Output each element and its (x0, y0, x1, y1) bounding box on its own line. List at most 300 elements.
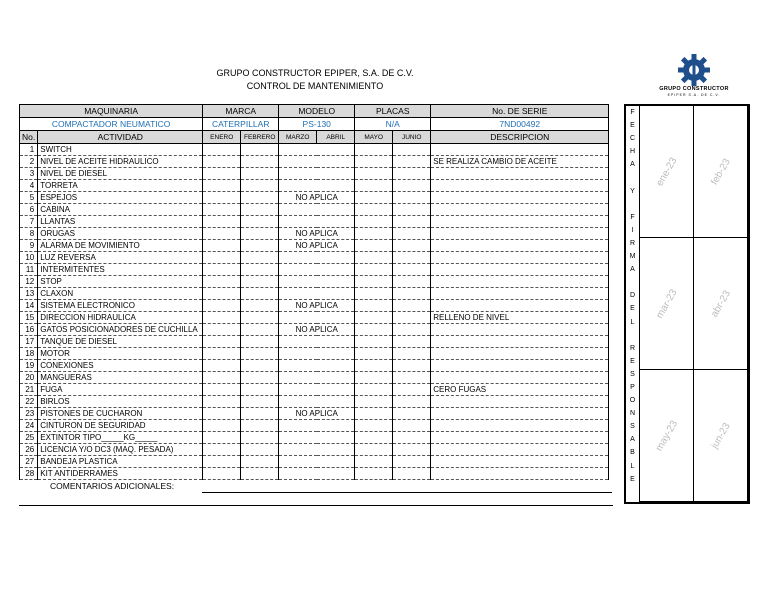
vertical-letter: A (630, 436, 635, 444)
vertical-letter: M (629, 253, 636, 261)
row-status (279, 396, 355, 408)
month-cell-mayo (355, 276, 393, 288)
vertical-letter: S (630, 423, 635, 431)
row-number: 1 (20, 144, 38, 156)
row-number: 13 (20, 288, 38, 300)
vertical-letter (626, 276, 639, 289)
month-cell-febrero (241, 192, 279, 204)
vertical-letter (626, 329, 639, 342)
row-status (279, 288, 355, 300)
row-actividad: TORRETA (38, 180, 203, 192)
month-cell-mayo (355, 156, 393, 168)
row-descripcion (431, 324, 609, 336)
row-number: 4 (20, 180, 38, 192)
row-actividad: DIRECCION HIDRAULICA (38, 312, 203, 324)
row-actividad: CABINA (38, 204, 203, 216)
table-row (20, 288, 609, 300)
row-number: 8 (20, 228, 38, 240)
month-cell-junio (393, 288, 431, 300)
vertical-letter: E (630, 475, 635, 483)
signature-cell[interactable] (694, 106, 748, 238)
row-number: 26 (20, 444, 38, 456)
row-number: 3 (20, 168, 38, 180)
signature-cell[interactable] (640, 370, 694, 502)
form-subtitle: CONTROL DE MANTENIMIENTO (246, 81, 384, 91)
signature-month-label: feb-23 (708, 156, 733, 187)
value-placas: N/A (355, 118, 431, 131)
table-row (20, 384, 609, 396)
month-cell-febrero (241, 468, 279, 480)
row-number: 5 (20, 192, 38, 204)
row-number: 18 (20, 348, 38, 360)
month-cell-febrero (241, 180, 279, 192)
row-number: 23 (20, 408, 38, 420)
row-number: 9 (20, 240, 38, 252)
month-cell-febrero (241, 156, 279, 168)
row-actividad: MOTOR (38, 348, 203, 360)
month-cell-junio (393, 408, 431, 420)
month-cell-junio (393, 432, 431, 444)
logo-sub-text: EPIPER S.A. DE C.V. (667, 93, 721, 97)
vertical-letter: A (630, 266, 635, 274)
month-cell-junio (393, 192, 431, 204)
company-title: GRUPO CONSTRUCTOR EPIPER, S.A. DE C.V. (216, 68, 414, 78)
row-descripcion: CERO FUGAS (431, 384, 609, 396)
month-cell-enero (203, 288, 241, 300)
row-descripcion (431, 456, 609, 468)
month-cell-enero (203, 228, 241, 240)
col-month-mayo: MAYO (355, 131, 393, 144)
month-cell-mayo (355, 204, 393, 216)
month-cell-enero (203, 144, 241, 156)
row-number: 20 (20, 372, 38, 384)
col-month-junio: JUNIO (393, 131, 431, 144)
vertical-letter: E (630, 357, 635, 365)
row-actividad: MANGUERAS (38, 372, 203, 384)
month-cell-junio (393, 444, 431, 456)
month-cell-mayo (355, 408, 393, 420)
row-descripcion (431, 240, 609, 252)
row-descripcion (431, 204, 609, 216)
vertical-letter (626, 198, 639, 211)
month-cell-junio (393, 420, 431, 432)
row-actividad: CINTURON DE SEGURIDAD (38, 420, 203, 432)
signature-month-label: may-23 (653, 418, 680, 453)
month-cell-febrero (241, 144, 279, 156)
row-status (279, 360, 355, 372)
table-row (20, 252, 609, 264)
vertical-letter: F (630, 213, 635, 221)
vertical-letter: H (629, 148, 636, 156)
row-descripcion (431, 288, 609, 300)
row-actividad: SISTEMA ELECTRONICO (38, 300, 203, 312)
month-cell-febrero (241, 372, 279, 384)
vertical-letter (626, 171, 639, 184)
row-status (279, 216, 355, 228)
month-cell-enero (203, 432, 241, 444)
col-month-febrero: FEBRERO (241, 131, 279, 144)
row-actividad: CLAXON (38, 288, 203, 300)
row-descripcion (431, 144, 609, 156)
row-number: 25 (20, 432, 38, 444)
vertical-letter: O (629, 397, 636, 405)
month-cell-febrero (241, 216, 279, 228)
month-cell-enero (203, 240, 241, 252)
month-cell-febrero (241, 384, 279, 396)
row-descripcion (431, 396, 609, 408)
month-cell-febrero (241, 396, 279, 408)
subheader-row (20, 131, 609, 144)
value-serie: 7ND00492 (431, 118, 609, 131)
row-descripcion (431, 420, 609, 432)
row-descripcion (431, 228, 609, 240)
row-number: 16 (20, 324, 38, 336)
row-status (279, 156, 355, 168)
header-serie: No. DE SERIE (431, 105, 609, 118)
row-actividad: BIRLOS (38, 396, 203, 408)
month-cell-mayo (355, 348, 393, 360)
month-cell-mayo (355, 300, 393, 312)
month-cell-mayo (355, 396, 393, 408)
row-descripcion (431, 432, 609, 444)
vertical-letter: C (629, 135, 636, 143)
signature-cell[interactable] (694, 238, 748, 370)
maintenance-table (19, 104, 609, 480)
month-cell-junio (393, 396, 431, 408)
row-status (279, 444, 355, 456)
row-descripcion (431, 168, 609, 180)
comentarios-line-2 (19, 505, 613, 506)
col-month-abril: ABRIL (317, 131, 355, 144)
table-row (20, 408, 609, 420)
month-cell-enero (203, 468, 241, 480)
row-number: 17 (20, 336, 38, 348)
month-cell-febrero (241, 168, 279, 180)
row-actividad: NIVEL DE ACEITE HIDRAULICO (38, 156, 203, 168)
row-status: NO APLICA (279, 408, 355, 420)
month-cell-enero (203, 156, 241, 168)
row-actividad: FUGA (38, 384, 203, 396)
month-cell-junio (393, 456, 431, 468)
vertical-letter: I (631, 226, 634, 234)
row-descripcion (431, 252, 609, 264)
row-status: NO APLICA (279, 192, 355, 204)
header-marca: MARCA (203, 105, 279, 118)
table-row (20, 456, 609, 468)
table-row (20, 168, 609, 180)
month-cell-febrero (241, 240, 279, 252)
row-status (279, 432, 355, 444)
month-cell-enero (203, 264, 241, 276)
row-status (279, 168, 355, 180)
month-cell-junio (393, 216, 431, 228)
month-cell-mayo (355, 240, 393, 252)
month-cell-junio (393, 156, 431, 168)
table-row (20, 468, 609, 480)
row-descripcion (431, 180, 609, 192)
vertical-letter: P (630, 383, 635, 391)
month-cell-mayo (355, 420, 393, 432)
month-cell-febrero (241, 252, 279, 264)
col-actividad: ACTIVIDAD (38, 131, 203, 144)
row-actividad: STOP (38, 276, 203, 288)
month-cell-febrero (241, 264, 279, 276)
row-status (279, 468, 355, 480)
signature-month-label: ene-23 (653, 155, 680, 188)
row-actividad: LUZ REVERSA (38, 252, 203, 264)
month-cell-enero (203, 444, 241, 456)
signature-cell[interactable] (640, 238, 694, 370)
header-maquinaria: MAQUINARIA (20, 105, 203, 118)
month-cell-mayo (355, 252, 393, 264)
row-number: 7 (20, 216, 38, 228)
table-row (20, 144, 609, 156)
row-descripcion (431, 300, 609, 312)
vertical-letter: S (630, 370, 635, 378)
signature-cell[interactable] (640, 106, 694, 238)
comentarios-label: COMENTARIOS ADICIONALES: (50, 481, 175, 491)
row-actividad: BANDEJA PLASTICA (38, 456, 203, 468)
month-cell-enero (203, 300, 241, 312)
row-number: 6 (20, 204, 38, 216)
month-cell-mayo (355, 456, 393, 468)
month-cell-febrero (241, 456, 279, 468)
table-row (20, 336, 609, 348)
vertical-letter: Y (630, 187, 635, 195)
row-number: 10 (20, 252, 38, 264)
row-number: 28 (20, 468, 38, 480)
row-status (279, 372, 355, 384)
row-descripcion (431, 360, 609, 372)
row-actividad: PISTONES DE CUCHARON (38, 408, 203, 420)
row-status: NO APLICA (279, 300, 355, 312)
vertical-letter: L (630, 318, 635, 326)
values-row (20, 118, 609, 131)
row-status (279, 252, 355, 264)
row-descripcion (431, 216, 609, 228)
row-descripcion (431, 468, 609, 480)
month-cell-mayo (355, 468, 393, 480)
table-row (20, 432, 609, 444)
month-cell-mayo (355, 192, 393, 204)
row-status (279, 456, 355, 468)
row-actividad: SWITCH (38, 144, 203, 156)
month-cell-junio (393, 276, 431, 288)
table-row (20, 216, 609, 228)
row-actividad: ALARMA DE MOVIMIENTO (38, 240, 203, 252)
row-actividad: LICENCIA Y/O DC3 (MAQ. PESADA) (38, 444, 203, 456)
row-number: 2 (20, 156, 38, 168)
month-cell-junio (393, 372, 431, 384)
month-cell-mayo (355, 180, 393, 192)
month-cell-junio (393, 264, 431, 276)
header-row (20, 105, 609, 118)
month-cell-febrero (241, 348, 279, 360)
signature-month-label: mar-23 (653, 287, 680, 320)
table-row (20, 192, 609, 204)
month-cell-mayo (355, 384, 393, 396)
month-cell-mayo (355, 360, 393, 372)
table-row (20, 240, 609, 252)
month-cell-febrero (241, 336, 279, 348)
row-status (279, 336, 355, 348)
vertical-letter: E (630, 122, 635, 130)
month-cell-enero (203, 360, 241, 372)
month-cell-febrero (241, 276, 279, 288)
value-modelo: PS-130 (279, 118, 355, 131)
month-cell-junio (393, 324, 431, 336)
vertical-letter: L (630, 462, 635, 470)
row-actividad: INTERMITENTES (38, 264, 203, 276)
month-cell-febrero (241, 300, 279, 312)
vertical-letter: N (629, 410, 636, 418)
vertical-label (626, 106, 640, 502)
row-number: 14 (20, 300, 38, 312)
row-descripcion: SE REALIZA CAMBIO DE ACEITE (431, 156, 609, 168)
table-row (20, 180, 609, 192)
row-status: NO APLICA (279, 228, 355, 240)
month-cell-enero (203, 372, 241, 384)
row-actividad: NIVEL DE DIESEL (38, 168, 203, 180)
row-actividad: EXTINTOR TIPO_____KG_____ (38, 432, 203, 444)
table-row (20, 300, 609, 312)
month-cell-mayo (355, 228, 393, 240)
month-cell-mayo (355, 444, 393, 456)
month-cell-enero (203, 168, 241, 180)
month-cell-enero (203, 312, 241, 324)
row-status (279, 276, 355, 288)
col-no: No. (20, 131, 38, 144)
month-cell-mayo (355, 372, 393, 384)
row-status (279, 204, 355, 216)
month-cell-enero (203, 408, 241, 420)
month-cell-enero (203, 336, 241, 348)
row-descripcion (431, 444, 609, 456)
row-status (279, 312, 355, 324)
row-actividad: ESPEJOS (38, 192, 203, 204)
table-row (20, 324, 609, 336)
col-month-enero: ENERO (203, 131, 241, 144)
month-cell-junio (393, 336, 431, 348)
signature-month-label: abr-23 (708, 288, 733, 319)
row-actividad: KIT ANTIDERRAMES (38, 468, 203, 480)
row-status (279, 348, 355, 360)
month-cell-febrero (241, 420, 279, 432)
gear-icon (646, 54, 742, 88)
row-actividad: TANQUE DE DIESEL (38, 336, 203, 348)
company-logo (646, 54, 742, 100)
table-row (20, 264, 609, 276)
vertical-letter: F (630, 109, 635, 116)
table-row (20, 228, 609, 240)
month-cell-junio (393, 168, 431, 180)
row-status (279, 384, 355, 396)
table-row (20, 312, 609, 324)
month-cell-enero (203, 384, 241, 396)
row-status (279, 420, 355, 432)
row-descripcion (431, 348, 609, 360)
month-cell-junio (393, 312, 431, 324)
month-cell-mayo (355, 324, 393, 336)
row-number: 19 (20, 360, 38, 372)
month-cell-junio (393, 348, 431, 360)
comentarios-line (202, 492, 612, 493)
row-descripcion (431, 264, 609, 276)
vertical-letter: A (630, 161, 635, 169)
row-status (279, 264, 355, 276)
row-descripcion (431, 192, 609, 204)
row-descripcion (431, 336, 609, 348)
row-actividad: CONEXIONES (38, 360, 203, 372)
month-cell-enero (203, 180, 241, 192)
month-cell-enero (203, 192, 241, 204)
month-cell-junio (393, 144, 431, 156)
month-cell-febrero (241, 204, 279, 216)
row-descripcion (431, 276, 609, 288)
row-actividad: ORUGAS (38, 228, 203, 240)
month-cell-febrero (241, 408, 279, 420)
month-cell-junio (393, 240, 431, 252)
month-cell-junio (393, 204, 431, 216)
month-cell-mayo (355, 144, 393, 156)
vertical-letter: E (630, 305, 635, 313)
logo-brand-text: GRUPO CONSTRUCTOR (659, 86, 729, 92)
month-cell-enero (203, 204, 241, 216)
month-cell-febrero (241, 288, 279, 300)
month-cell-enero (203, 396, 241, 408)
month-cell-enero (203, 420, 241, 432)
signature-month-label: jun-23 (708, 420, 733, 451)
month-cell-mayo (355, 168, 393, 180)
row-number: 22 (20, 396, 38, 408)
header-placas: PLACAS (355, 105, 431, 118)
month-cell-enero (203, 456, 241, 468)
table-row (20, 372, 609, 384)
month-cell-febrero (241, 444, 279, 456)
row-status: NO APLICA (279, 240, 355, 252)
row-status (279, 180, 355, 192)
month-cell-enero (203, 348, 241, 360)
row-actividad: LLANTAS (38, 216, 203, 228)
vertical-letter: R (629, 344, 636, 352)
month-cell-febrero (241, 360, 279, 372)
row-descripcion (431, 372, 609, 384)
row-descripcion: RELLENO DE NIVEL (431, 312, 609, 324)
row-status: NO APLICA (279, 324, 355, 336)
month-cell-febrero (241, 312, 279, 324)
row-number: 15 (20, 312, 38, 324)
month-cell-mayo (355, 264, 393, 276)
row-number: 27 (20, 456, 38, 468)
vertical-letter: D (629, 292, 636, 300)
month-cell-enero (203, 216, 241, 228)
month-cell-junio (393, 360, 431, 372)
table-row (20, 360, 609, 372)
month-cell-mayo (355, 288, 393, 300)
table-row (20, 156, 609, 168)
signature-panel (624, 104, 750, 504)
header-modelo: MODELO (279, 105, 355, 118)
month-cell-junio (393, 384, 431, 396)
col-month-marzo: MARZO (279, 131, 317, 144)
month-cell-mayo (355, 312, 393, 324)
signature-cell[interactable] (694, 370, 748, 502)
col-descripcion: DESCRIPCION (431, 131, 609, 144)
table-row (20, 348, 609, 360)
month-cell-enero (203, 276, 241, 288)
table-row (20, 396, 609, 408)
month-cell-mayo (355, 432, 393, 444)
